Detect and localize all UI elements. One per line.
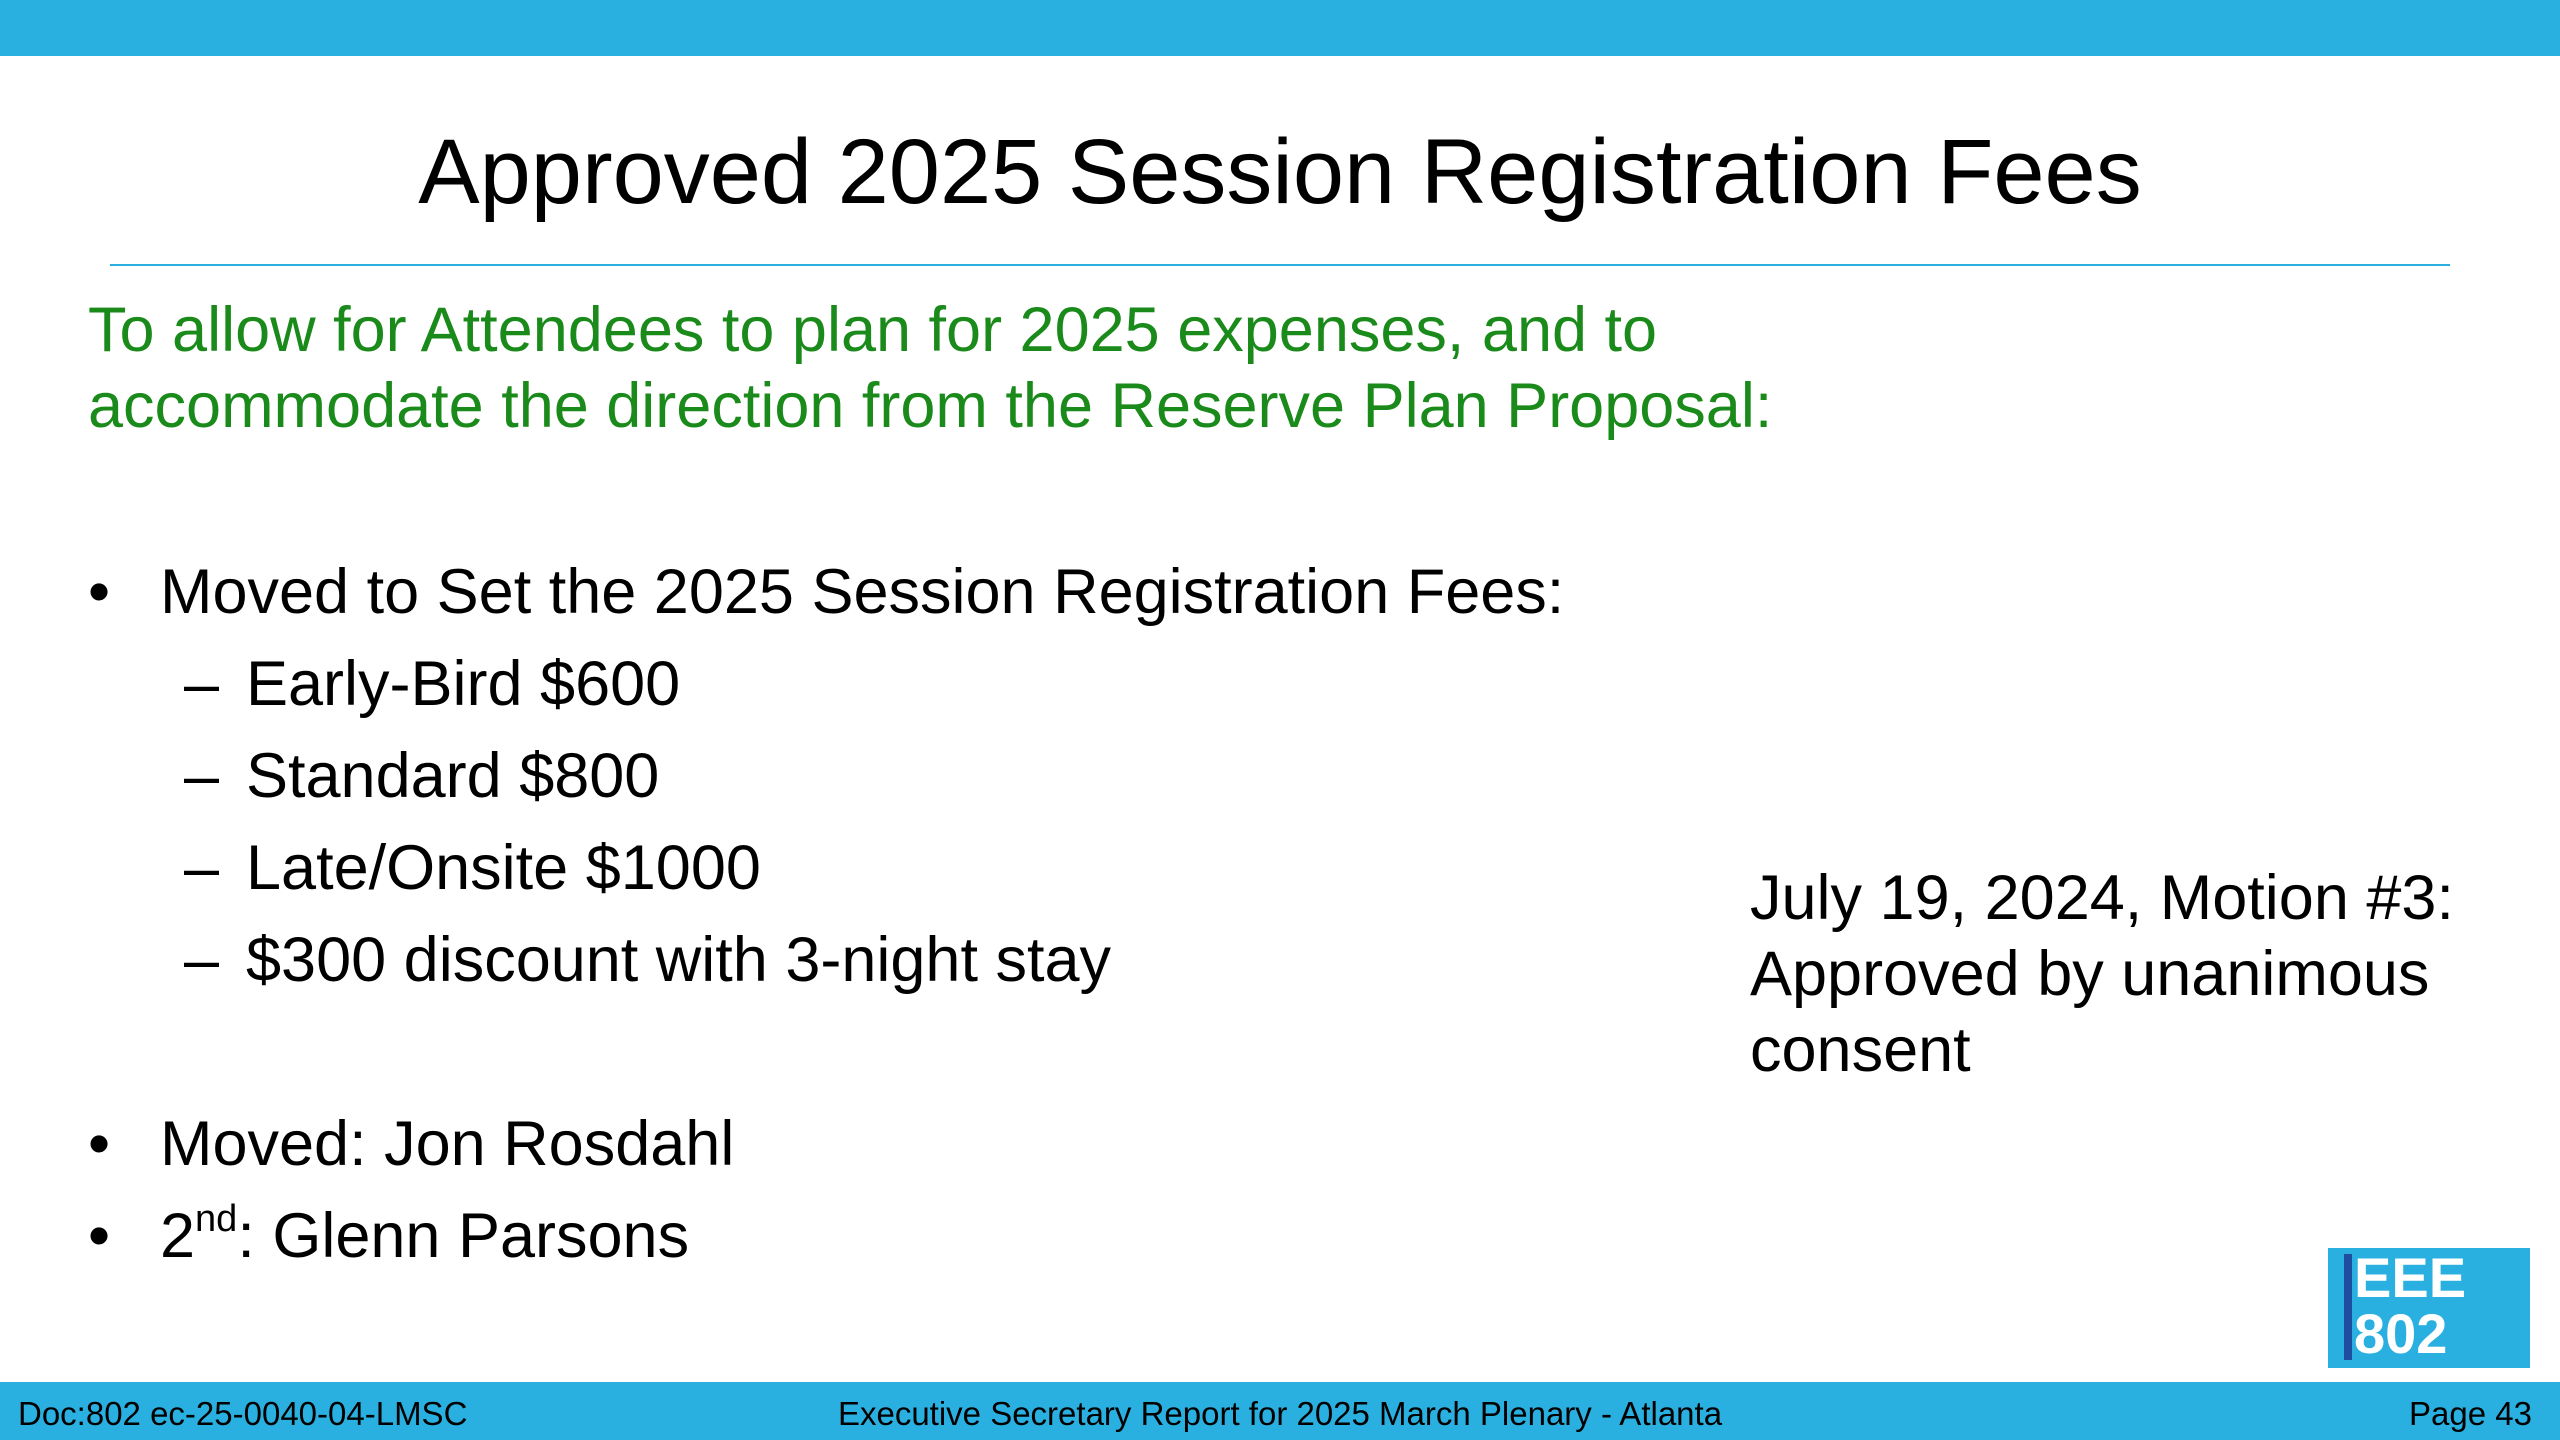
bullet-dot: • xyxy=(88,1201,111,1271)
footer-doc-id: Doc:802 ec-25-0040-04-LMSC xyxy=(18,1395,468,1432)
footer-title: Executive Secretary Report for 2025 March Plenary - Atlanta xyxy=(837,1395,1723,1432)
top-accent-bar xyxy=(0,0,2560,56)
logo-text-top: EEE xyxy=(2354,1246,2467,1309)
dash-marker: – xyxy=(184,649,220,719)
dash-marker: – xyxy=(184,741,220,811)
logo-stripe xyxy=(2344,1254,2352,1360)
fee-text: Late/Onsite $1000 xyxy=(246,833,761,903)
motion-approval-note xyxy=(1750,860,2510,1088)
logo-text-bottom: 802 xyxy=(2354,1302,2448,1365)
bullet-dot: • xyxy=(88,557,111,627)
motion-note-line-3: consent xyxy=(1750,1015,1971,1085)
fee-text: Early-Bird $600 xyxy=(246,649,681,719)
ieee-802-logo xyxy=(2328,1248,2530,1368)
slide-title: Approved 2025 Session Registration Fees xyxy=(418,121,2142,223)
second-superscript: nd xyxy=(195,1198,238,1240)
motion-note-line-1: July 19, 2024, Motion #3: xyxy=(1750,863,2454,933)
second-rest: : Glenn Parsons xyxy=(237,1201,690,1271)
footer-page-number: Page 43 xyxy=(2409,1395,2532,1432)
intro-line-2: accommodate the direction from the Reserve Plan Proposal: xyxy=(88,371,1773,441)
dash-marker: – xyxy=(184,833,220,903)
fee-text: $300 discount with 3-night stay xyxy=(246,925,1112,995)
bullet-text xyxy=(160,1196,689,1276)
intro-line-1: To allow for Attendees to plan for 2025 expenses, and to xyxy=(88,295,1658,365)
title-divider xyxy=(110,264,2450,266)
footer-bar xyxy=(0,1382,2560,1440)
bullet-dot: • xyxy=(88,1109,111,1179)
intro-text xyxy=(88,292,1988,444)
dash-marker: – xyxy=(184,925,220,995)
bullet-text: Moved: Jon Rosdahl xyxy=(160,1109,735,1179)
motion-note-line-2: Approved by unanimous xyxy=(1750,939,2430,1009)
fee-text: Standard $800 xyxy=(246,741,660,811)
second-prefix: 2 xyxy=(160,1201,196,1271)
bullet-text: Moved to Set the 2025 Session Registration Fees: xyxy=(160,557,1565,627)
